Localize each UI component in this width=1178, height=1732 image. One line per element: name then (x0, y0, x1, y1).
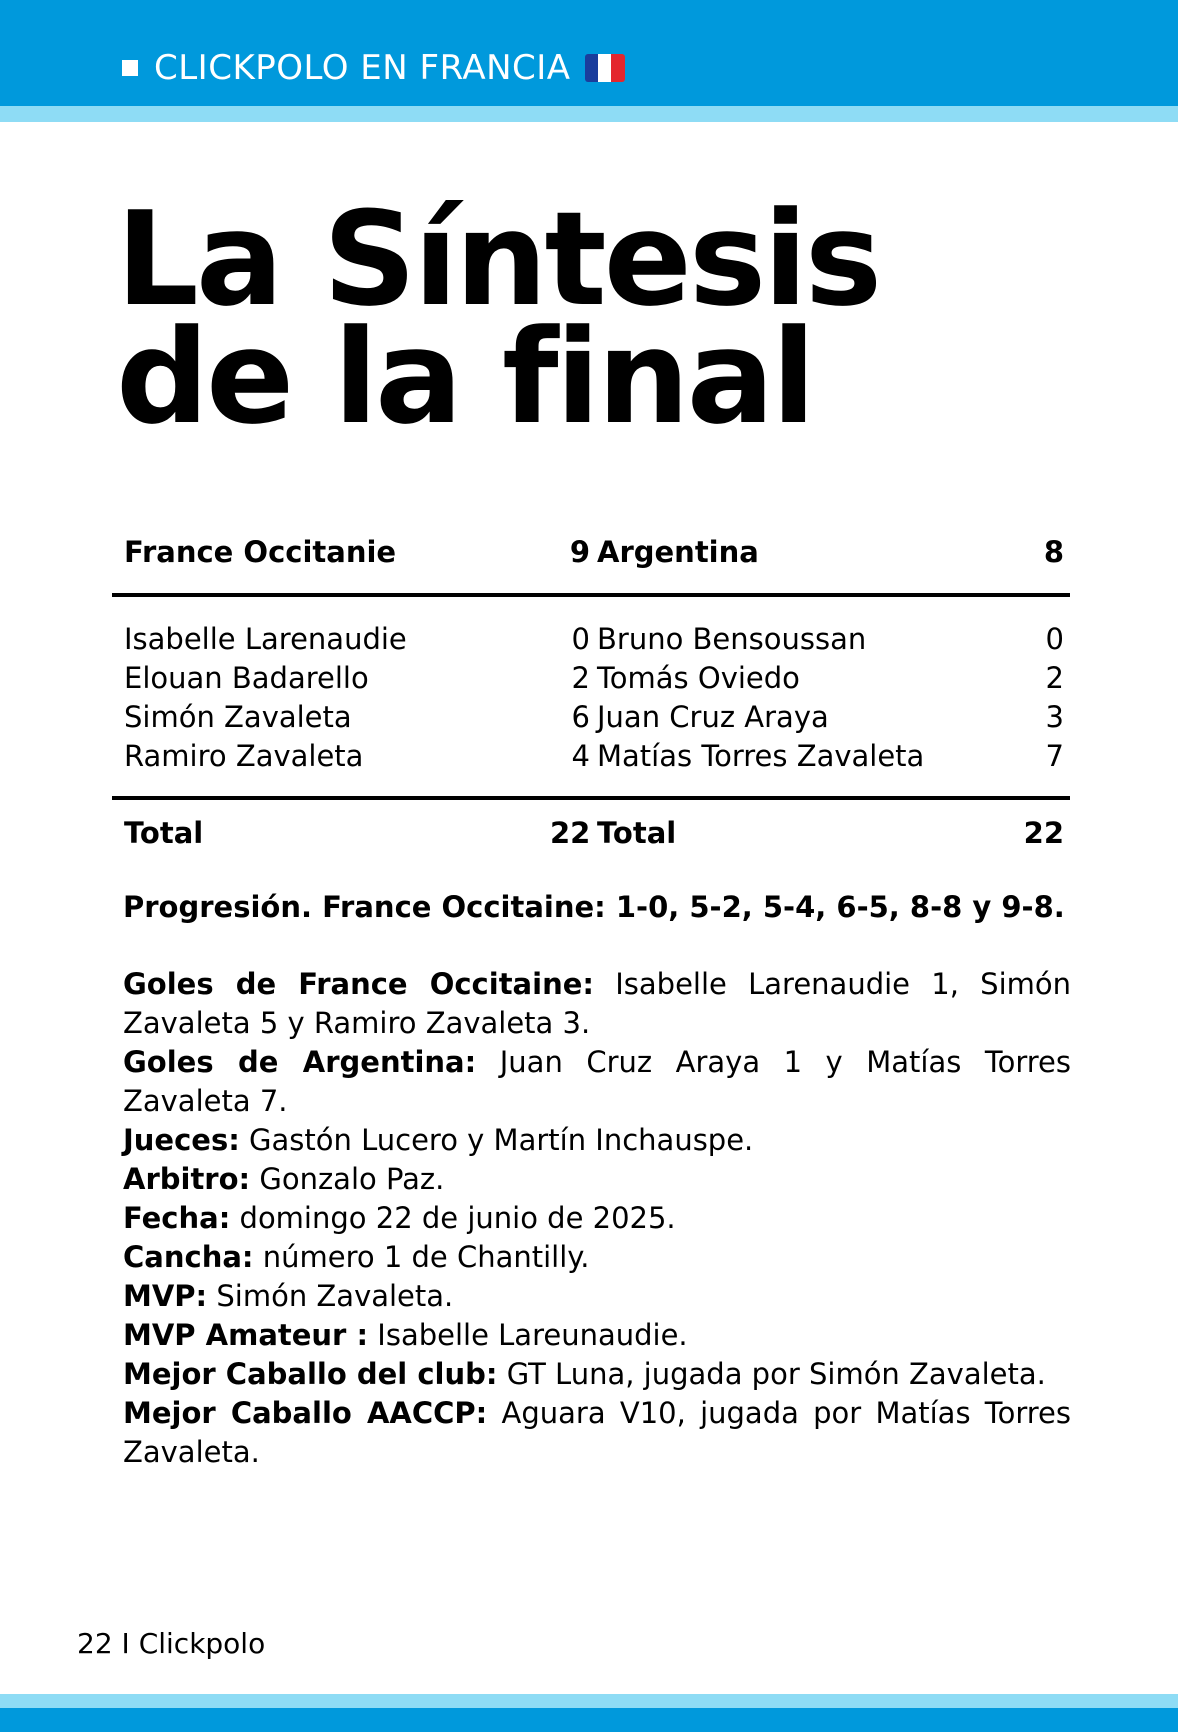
table-row (112, 739, 1070, 778)
mvp-amateur (123, 1316, 1071, 1355)
detail-value: Juan Cruz Araya 1 y Matías Torres Zavaleta 7. (123, 1045, 1072, 1118)
team2-player: Matías Torres Zavaleta (597, 739, 925, 773)
team1-player: Simón Zavaleta (124, 700, 352, 734)
page-footer: 22 I Clickpolo (77, 1627, 266, 1660)
detail-value: Gastón Lucero y Martín Inchauspe. (249, 1123, 754, 1157)
team2-player: Tomás Oviedo (597, 661, 800, 695)
date (123, 1199, 1071, 1238)
team1-player-handicap: 0 (571, 622, 590, 656)
team1-player: Ramiro Zavaleta (124, 739, 364, 773)
detail-label: MVP: (123, 1279, 208, 1313)
team2-player-handicap: 7 (1045, 739, 1064, 773)
detail-value: Isabelle Lareunaudie. (377, 1318, 688, 1352)
best-horse-aaccp (123, 1394, 1071, 1472)
team2-player: Juan Cruz Araya (597, 700, 829, 734)
team1-player: Isabelle Larenaudie (124, 622, 407, 656)
team2-player-handicap: 0 (1045, 622, 1064, 656)
detail-label: Cancha: (123, 1240, 254, 1274)
progression: Progresión. France Occitaine: 1-0, 5-2, 5-4, 6-5, 8-8 y 9-8. (123, 890, 1065, 924)
section-label (122, 44, 625, 92)
goals-france-occitaine (123, 965, 1071, 1043)
detail-value: domingo 22 de junio de 2025. (239, 1201, 676, 1235)
judges (123, 1121, 1071, 1160)
best-horse-club (123, 1355, 1071, 1394)
team2-name: Argentina (597, 535, 759, 569)
score-table-total-row (112, 816, 1070, 858)
detail-value: GT Luna, jugada por Simón Zavaleta. (506, 1357, 1046, 1391)
table-row (112, 700, 1070, 739)
section-label-text: CLICKPOLO EN FRANCIA (154, 48, 571, 88)
match-details (123, 888, 1071, 1472)
footer-band (0, 1708, 1178, 1732)
team1-total-value: 22 (550, 816, 591, 850)
detail-value: Simón Zavaleta. (216, 1279, 454, 1313)
team1-player-handicap: 2 (571, 661, 590, 695)
detail-label: MVP Amateur : (123, 1318, 369, 1352)
detail-value: Isabelle Larenaudie 1, Simón Zavaleta 5 y Ramiro Zavaleta 3. (123, 967, 1072, 1040)
goals-argentina (123, 1043, 1071, 1121)
detail-label: Fecha: (123, 1201, 231, 1235)
header-stripe (0, 106, 1178, 122)
team2-player: Bruno Bensoussan (597, 622, 867, 656)
score-table (112, 535, 1070, 858)
detail-label: Mejor Caballo AACCP: (123, 1396, 488, 1430)
team1-name: France Occitanie (124, 535, 397, 569)
mvp (123, 1277, 1071, 1316)
square-bullet-icon (122, 60, 138, 76)
field (123, 1238, 1071, 1277)
team1-score: 9 (569, 535, 590, 569)
france-flag-icon (585, 54, 625, 82)
team2-total-label: Total (597, 816, 677, 850)
page-title (116, 183, 1076, 453)
page-title-line-1: La Síntesis (116, 183, 880, 335)
detail-label: Mejor Caballo del club: (123, 1357, 498, 1391)
team1-total-label: Total (124, 816, 204, 850)
page-title-line-2: de la final (116, 301, 813, 453)
table-row (112, 622, 1070, 661)
team2-total-value: 22 (1023, 816, 1064, 850)
table-divider-bottom (112, 796, 1070, 800)
referee (123, 1160, 1071, 1199)
team1-player-handicap: 4 (571, 739, 590, 773)
detail-value: Aguara V10, jugada por Matías Torres Zavaleta. (123, 1396, 1071, 1469)
detail-label: Goles de France Occitaine: (123, 967, 594, 1001)
footer-stripe (0, 1694, 1178, 1708)
team1-player: Elouan Badarello (124, 661, 369, 695)
detail-value: número 1 de Chantilly. (262, 1240, 590, 1274)
team1-player-handicap: 6 (571, 700, 590, 734)
table-divider-top (112, 593, 1070, 597)
team2-player-handicap: 3 (1045, 700, 1064, 734)
team2-score: 8 (1043, 535, 1064, 569)
detail-label: Arbitro: (123, 1162, 251, 1196)
detail-label: Goles de Argentina: (123, 1045, 477, 1079)
detail-label: Jueces: (123, 1123, 240, 1157)
table-row (112, 661, 1070, 700)
team2-player-handicap: 2 (1045, 661, 1064, 695)
detail-value: Gonzalo Paz. (259, 1162, 445, 1196)
score-table-header-row (112, 535, 1070, 585)
